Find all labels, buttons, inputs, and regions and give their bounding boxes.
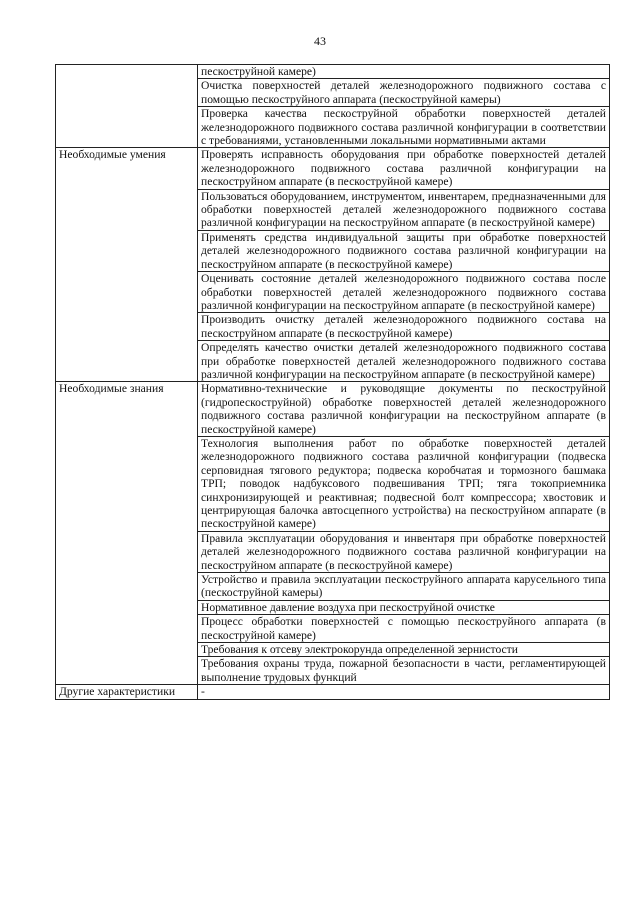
requirement-item: Проверка качества пескоструйной обработки поверхностей деталей железнодорожного подвижного состава различной конфигурации в соответствии с требованиями, установленными локальными нормативными актами (198, 107, 610, 148)
requirement-item: Нормативно-технические и руководящие документы по пескоструйной (гидропескоструйной) обработке поверхностей деталей железнодорожного подвижного состава различной конфигурации на пескоструйном аппарате (в пескоструйной камере) (198, 382, 610, 437)
requirement-item: Устройство и правила эксплуатации пескоструйного аппарата карусельного типа (пескоструйной камеры) (198, 573, 610, 601)
requirement-item: Определять качество очистки деталей железнодорожного подвижного состава при обработке поверхностей деталей железнодорожного подвижного состава различной конфигурации на пескоструйном аппарате (в пескоструйной камере) (198, 341, 610, 382)
requirement-item: Проверять исправность оборудования при обработке поверхностей деталей железнодорожного подвижного состава различной конфигурации на пескоструйном аппарате (в пескоструйной камере) (198, 148, 610, 189)
requirement-item: Очистка поверхностей деталей железнодорожного подвижного состава с помощью пескоструйного аппарата (пескоструйной камеры) (198, 79, 610, 107)
requirement-item: Применять средства индивидуальной защиты при обработке поверхностей деталей железнодорожного подвижного состава различной конфигурации на пескоструйном аппарате (в пескоструйной камере) (198, 230, 610, 271)
page-number: 43 (314, 34, 326, 48)
section-label: Необходимые умения (56, 148, 198, 382)
requirement-item: Пользоваться оборудованием, инструментом, инвентарем, предназначенными для обработки поверхностей деталей железнодорожного подвижного состава различной конфигурации на пескоструйном аппарате (в пескоструйной камере) (198, 189, 610, 230)
requirement-item: Правила эксплуатации оборудования и инвентаря при обработке поверхностей деталей железнодорожного подвижного состава различной конфигурации на пескоструйном аппарате (в пескоструйной камере) (198, 531, 610, 572)
requirement-item: Требования к отсеву электрокорунда определенной зернистости (198, 643, 610, 657)
requirement-item: Оценивать состояние деталей железнодорожного подвижного состава после обработки поверхностей деталей железнодорожного подвижного состава различной конфигурации на пескоструйном аппарате (в пескоструйной камере) (198, 272, 610, 313)
table-row (56, 65, 610, 79)
requirement-item: Технология выполнения работ по обработке поверхностей деталей железнодорожного подвижного состава различной конфигурации (подвеска серповидная тягового редуктора; подвеска коробчатая и тормозного башмака ТРП; поводок надбуксового подвешивания ТРП; тяга токоприемника синхронизирующей и реактивная; подвесной болт компрессора; хвостовик и центрирующая балочка автосцепного устройства) на пескоструйном аппарате (в пескоструйной камере) (198, 436, 610, 531)
table-row (56, 148, 610, 189)
requirement-item: - (198, 685, 610, 699)
requirement-item: Нормативное давление воздуха при пескоструйной очистке (198, 600, 610, 614)
section-label (56, 65, 198, 148)
requirement-item: Процесс обработки поверхностей с помощью пескоструйного аппарата (в пескоструйной камере) (198, 615, 610, 643)
characteristics-table-body (56, 65, 610, 700)
characteristics-table (55, 64, 610, 700)
table-row (56, 382, 610, 437)
section-label: Необходимые знания (56, 382, 198, 685)
requirement-item: пескоструйной камере) (198, 65, 610, 79)
section-label: Другие характеристики (56, 685, 198, 699)
table-row (56, 685, 610, 699)
requirement-item: Требования охраны труда, пожарной безопасности в части, регламентирующей выполнение трудовых функций (198, 657, 610, 685)
requirement-item: Производить очистку деталей железнодорожного подвижного состава на пескоструйном аппарате (в пескоструйной камере) (198, 313, 610, 341)
